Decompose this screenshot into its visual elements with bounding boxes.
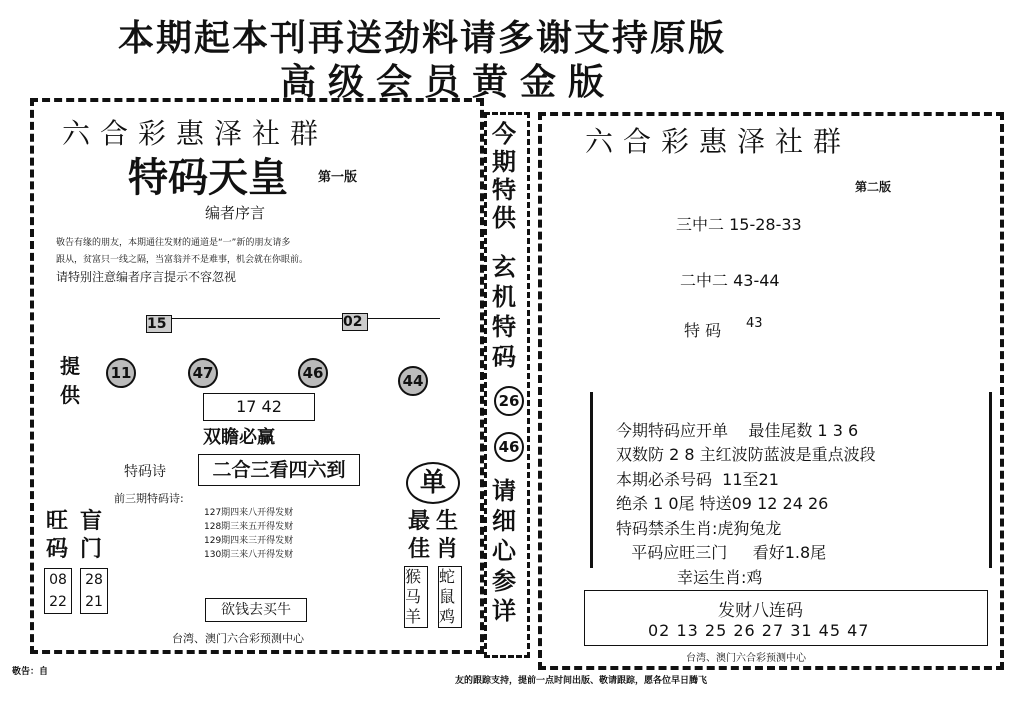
divider bbox=[170, 318, 440, 319]
left-edition: 第一版 bbox=[318, 170, 358, 185]
zuijia-label: 最佳 bbox=[408, 509, 431, 562]
middle-v1: 今期特供 bbox=[492, 120, 516, 232]
num: 08 bbox=[49, 572, 67, 588]
prev-item: 129期四来三开得发财 bbox=[204, 536, 294, 546]
prev-item: 127期四来八开得发财 bbox=[204, 508, 294, 518]
right-l1: 三中二 15-28-33 bbox=[676, 215, 802, 234]
buy-box: 欲钱去买牛 bbox=[205, 598, 307, 622]
zodiac-2: 蛇鼠鸡 bbox=[438, 566, 462, 628]
tip: 平码应旺三门 看好1.8尾 bbox=[616, 543, 827, 562]
ball: 44 bbox=[398, 366, 428, 396]
tip: 绝杀 1 0尾 特送09 12 24 26 bbox=[616, 494, 829, 513]
mang-label: 盲门 bbox=[80, 509, 103, 562]
num: 28 bbox=[85, 572, 103, 588]
ball: 46 bbox=[494, 432, 524, 462]
ball: 26 bbox=[494, 386, 524, 416]
tip: 今期特码应开单 最佳尾数 1 3 6 bbox=[616, 420, 859, 440]
header-line1: 本期起本刊再送劲料请多谢支持原版 bbox=[118, 18, 727, 59]
num: 22 bbox=[49, 594, 67, 610]
slogan: 双瞻必赢 bbox=[203, 427, 275, 448]
tip: 幸运生肖:鸡 bbox=[616, 567, 763, 587]
middle-v3: 请细心参详 bbox=[492, 477, 516, 625]
right-center: 台湾、澳门六合彩预测中心 bbox=[686, 649, 806, 664]
left-center: 台湾、澳门六合彩预测中心 bbox=[172, 632, 304, 645]
shengxiao-label: 生肖 bbox=[436, 509, 459, 562]
middle-v2: 玄机特码 bbox=[492, 253, 516, 371]
number-02: 02 bbox=[342, 313, 368, 331]
prev-item: 128期三来五开得发财 bbox=[204, 522, 294, 532]
lucky-title: 发财八连码 bbox=[718, 601, 803, 621]
preface-line2: 跟从，贫富只一线之隔，当富翁并不是难事，机会就在你眼前。 bbox=[56, 255, 309, 265]
poem-box: 二合三看四六到 bbox=[198, 454, 360, 486]
poem-label: 特码诗 bbox=[124, 464, 166, 480]
prev-item: 130期三来八开得发财 bbox=[204, 550, 294, 560]
notice: 请特别注意编者序言提示不容忽视 bbox=[56, 270, 237, 284]
tip: 双数防 2 8 主红波防蓝波是重点波段 bbox=[616, 445, 876, 464]
left-bottom: 敬告：自 bbox=[12, 667, 49, 677]
left-title: 特码天皇 bbox=[128, 155, 288, 201]
prev-list bbox=[204, 506, 293, 562]
right-bottom: 友的跟踪支持，提前一点时间出版、敬请跟踪，愿各位早日腾飞 bbox=[455, 676, 708, 686]
right-group: 六合彩惠泽社群 bbox=[585, 125, 852, 158]
tips bbox=[616, 394, 876, 590]
tip: 特码禁杀生肖:虎狗兔龙 bbox=[616, 518, 782, 538]
ball: 11 bbox=[106, 358, 136, 388]
ball: 46 bbox=[298, 358, 328, 388]
left-group: 六合彩惠泽社群 bbox=[62, 117, 329, 150]
ball: 47 bbox=[188, 358, 218, 388]
zodiac-1: 猴马羊 bbox=[404, 566, 428, 628]
header-line2: 高级会员黄金版 bbox=[280, 62, 617, 103]
provide-label: 提供 bbox=[60, 354, 80, 407]
mang-numbers bbox=[80, 568, 108, 614]
prev-label: 前三期特码诗: bbox=[114, 492, 184, 505]
right-edition: 第二版 bbox=[855, 180, 892, 194]
dan-circle: 单 bbox=[406, 462, 460, 504]
pair-box: 17 42 bbox=[203, 393, 315, 421]
wang-label: 旺码 bbox=[46, 509, 69, 562]
right-l3-num: 43 bbox=[746, 316, 763, 331]
right-l2: 二中二 43-44 bbox=[680, 271, 780, 290]
num: 21 bbox=[85, 594, 103, 610]
tip: 本期必杀号码 11至21 bbox=[616, 469, 779, 489]
number-15: 15 bbox=[146, 315, 172, 333]
lucky-numbers: 02 13 25 26 27 31 45 47 bbox=[648, 621, 870, 640]
wang-numbers bbox=[44, 568, 72, 614]
preface-title: 编者序言 bbox=[205, 204, 266, 222]
preface-line1: 敬告有缘的朋友，本期通往发财的通道是“一”新的朋友请多 bbox=[56, 238, 291, 248]
right-l3: 特 码 bbox=[684, 321, 722, 340]
